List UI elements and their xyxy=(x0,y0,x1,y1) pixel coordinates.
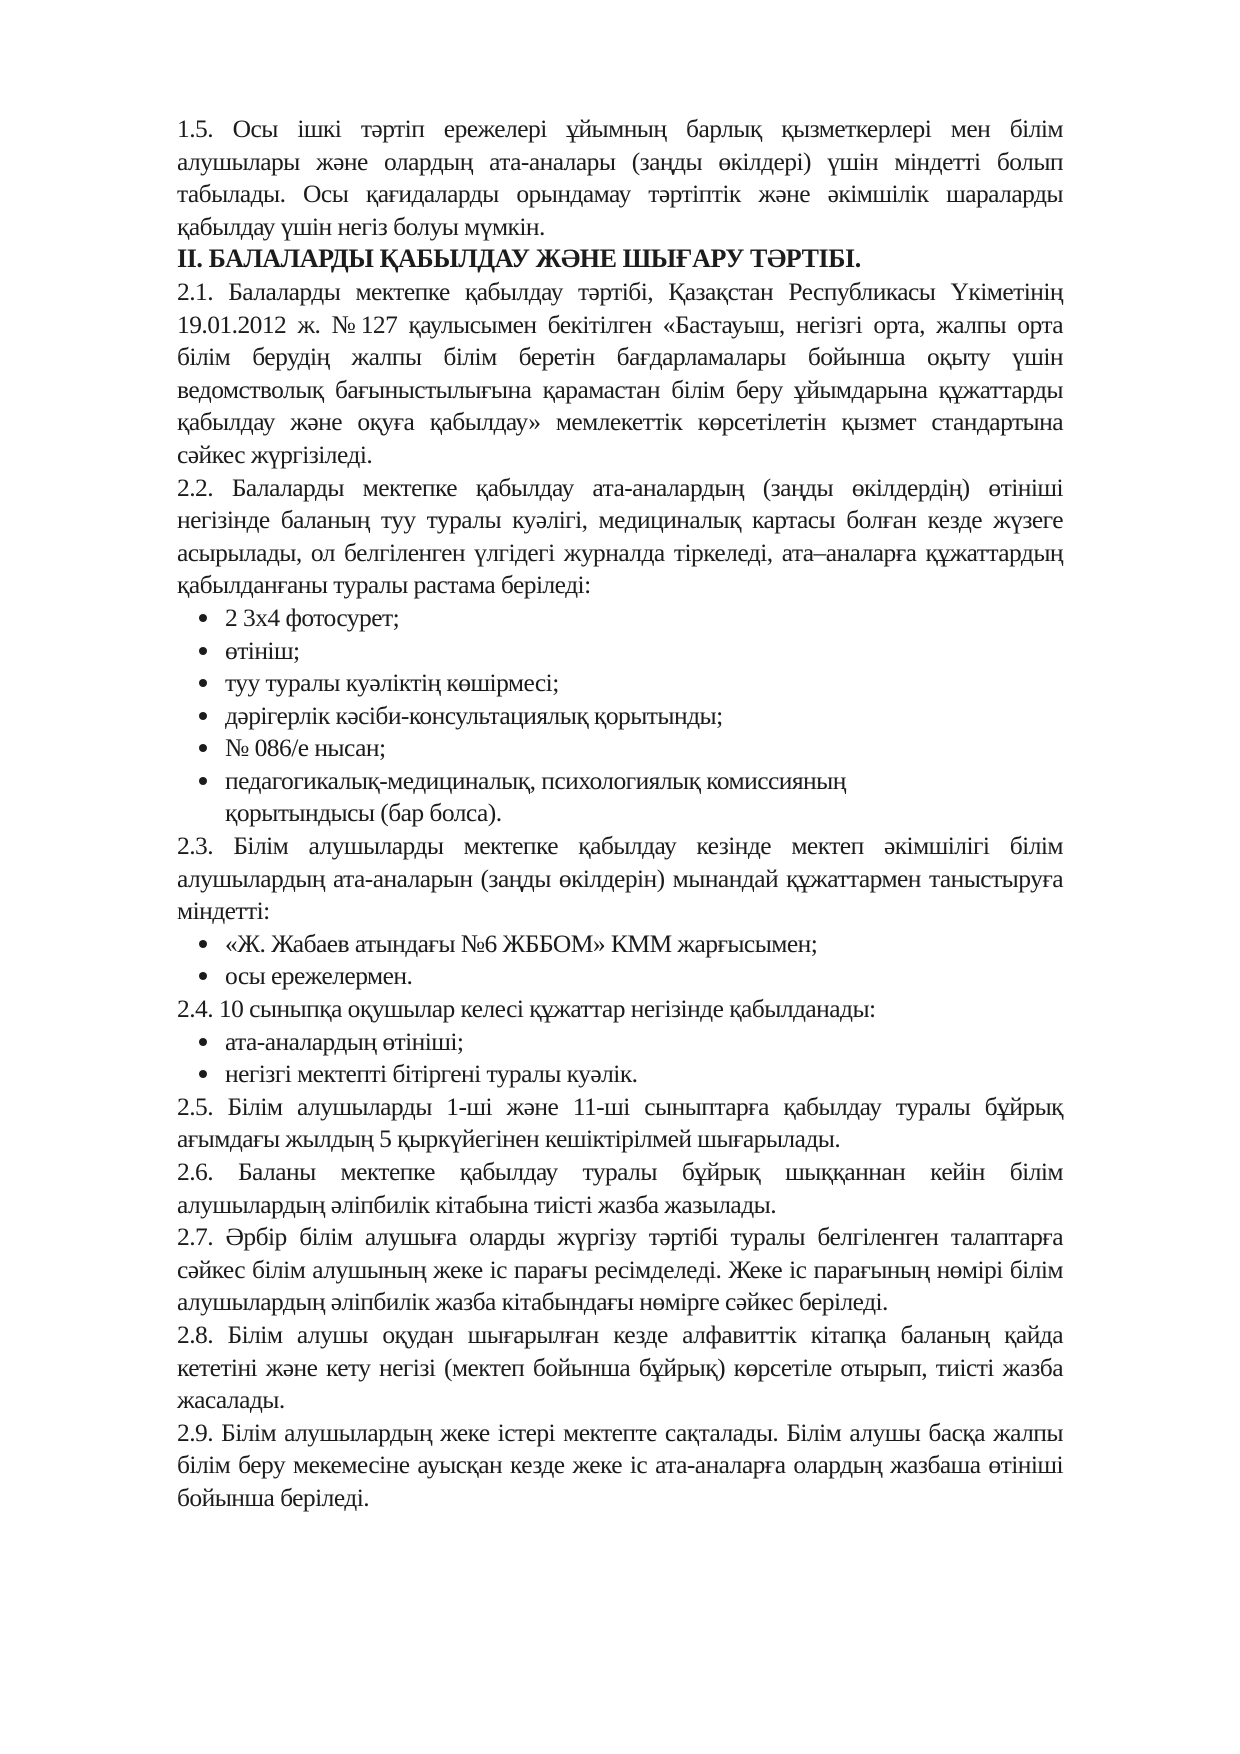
paragraph-2-1: 2.1. Балаларды мектепке қабылдау тәртібі, Қазақстан Республикасы Үкіметінің 19.01.2012 ж. №127 қаулысымен бекітілген «Бастауыш, негізгі орта, жалпы орта білім берудің жалпы білім беретін бағдарламалары бойынша оқыту үшін ведомстволық бағыныстылығына қарамастан білім беру ұйымдарына құжаттарды қабылдау және оқуға қабылдау» мемлекеттік көрсетілетін қызмет стандартына сәйкес жүргізіледі. xyxy=(177,276,1063,469)
bullet-icon xyxy=(199,647,207,655)
bullet-icon xyxy=(199,777,207,785)
bullet-icon xyxy=(199,1070,207,1078)
section-heading: II. БАЛАЛАРДЫ ҚАБЫЛДАУ ЖӘНЕ ШЫҒАРУ ТӘРТІБІ. xyxy=(177,244,861,274)
document-page xyxy=(177,113,1063,1515)
list-item: ата-аналардың өтініші; xyxy=(177,1026,1063,1059)
bullet-icon xyxy=(199,1038,207,1046)
list-item: «Ж. Жабаев атындағы №6 ЖББОМ» КММ жарғысымен; xyxy=(177,928,1063,961)
paragraph-2-9: 2.9. Білім алушылардың жеке істері мектепте сақталады. Білім алушы басқа жалпы білім беру мекемесіне ауысқан кезде жеке іс ата-аналарға олардың жазбаша өтініші бойынша беріледі. xyxy=(177,1417,1063,1512)
list-item: № 086/е нысан; xyxy=(177,732,1063,765)
paragraph-2-7: 2.7. Әрбір білім алушыға оларды жүргізу тәртібі туралы белгіленген талаптарға сәйкес білім алушының жеке іс парағы ресімделеді. Жеке іс парағының нөмірі білім алушылардың әліпбилік жазба кітабындағы нөмірге сәйкес беріледі. xyxy=(177,1222,1063,1317)
paragraph-2-6: 2.6. Баланы мектепке қабылдау туралы бұйрық шыққаннан кейін білім алушылардың әліпбилік кітабына тиісті жазба жазылады. xyxy=(177,1157,1063,1219)
bullet-icon xyxy=(199,614,207,622)
list-item: өтініш; xyxy=(177,635,1063,668)
list-item: дәрігерлік кәсіби-консультациялық қорытынды; xyxy=(177,700,1063,733)
paragraph-2-3: 2.3. Білім алушыларды мектепке қабылдау кезінде мектеп әкімшілігі білім алушылардың ата-аналарын (заңды өкілдерін) мынандай құжаттармен таныстыруға міндетті: xyxy=(177,831,1063,926)
documents-list-2-2 xyxy=(177,602,1063,830)
list-item: негізгі мектепті бітіргені туралы куәлік. xyxy=(177,1058,1063,1091)
bullet-icon xyxy=(199,744,207,752)
paragraph-1-5: 1.5. Осы ішкі тәртіп ережелері ұйымның барлық қызметкерлері мен білім алушылары және олардың ата-аналары (заңды өкілдері) үшін міндетті болып табылады. Осы қағидаларды орындамау тәртіптік және әкімшілік шараларды қабылдау үшін негіз болуы мүмкін. xyxy=(177,114,1063,241)
bullet-icon xyxy=(199,940,207,948)
paragraph-2-8: 2.8. Білім алушы оқудан шығарылған кезде алфавиттік кітапқа баланың қайда кететіні және кету негізі (мектеп бойынша бұйрық) көрсетіле отырып, тиісті жазба жасалады. xyxy=(177,1319,1063,1415)
list-item: 2 3х4 фотосурет; xyxy=(177,602,1063,635)
documents-list-2-4 xyxy=(177,1026,1063,1091)
bullet-icon xyxy=(199,679,207,687)
paragraph-2-5: 2.5. Білім алушыларды 1-ші және 11-ші сыныптарға қабылдау туралы бұйрық ағымдағы жылдың 5 қыркүйегінен кешіктірілмей шығарылады. xyxy=(177,1091,1063,1154)
paragraph-2-2: 2.2. Балаларды мектепке қабылдау ата-аналардың (заңды өкілдердің) өтініші негізінде баланың туу туралы куәлігі, медициналық картасы болған кезде жүзеге асырылады, ол белгіленген үлгідегі журналда тіркеледі, ата–аналарға құжаттардың қабылданғаны туралы растама беріледі: xyxy=(177,472,1063,600)
paragraph-2-4: 2.4. 10 сыныпқа оқушылар келесі құжаттар негізінде қабылданады: xyxy=(177,994,876,1024)
bullet-icon xyxy=(199,972,207,980)
documents-list-2-3 xyxy=(177,928,1063,993)
list-item: туу туралы куәліктің көшірмесі; xyxy=(177,667,1063,700)
bullet-icon xyxy=(199,712,207,720)
list-item: осы ережелермен. xyxy=(177,960,1063,993)
list-item: педагогикалық-медициналық, психологиялық комиссияның қорытындысы (бар болса). xyxy=(177,765,1063,830)
